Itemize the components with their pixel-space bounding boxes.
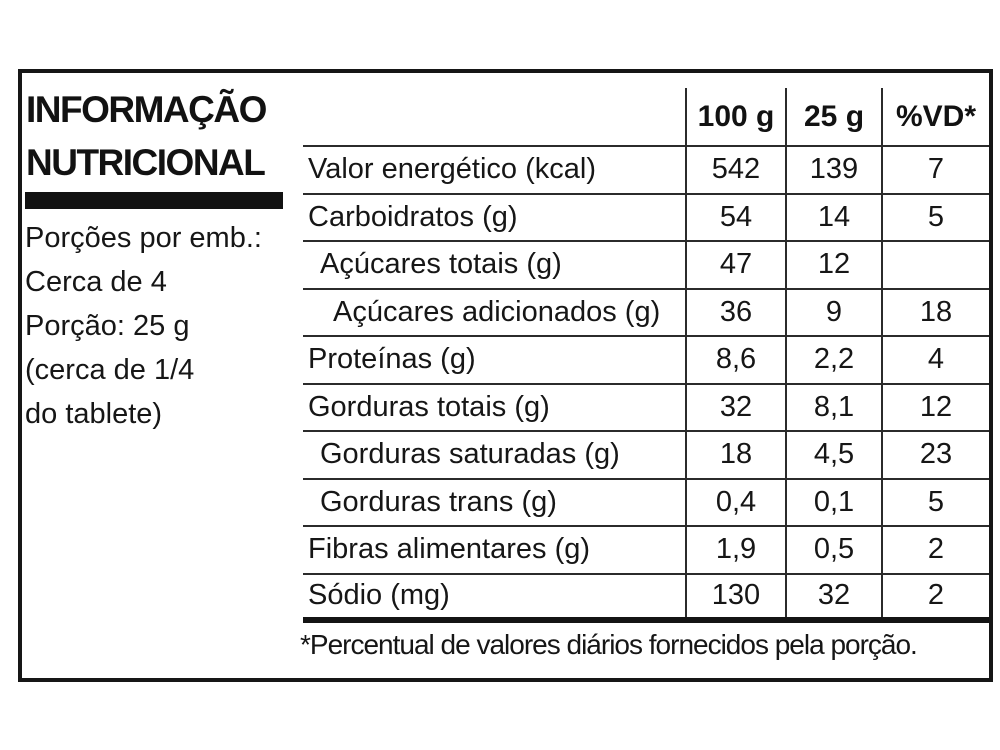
column-header-vd: %VD* — [881, 88, 989, 145]
value-100g: 1,9 — [685, 527, 785, 573]
table-row — [303, 335, 989, 383]
title-underline-bar — [25, 192, 283, 209]
serving-info — [25, 216, 262, 436]
table-row — [303, 383, 989, 431]
value-25g: 2,2 — [785, 337, 881, 383]
value-100g: 542 — [685, 147, 785, 193]
value-25g: 14 — [785, 195, 881, 241]
value-100g: 0,4 — [685, 480, 785, 526]
value-vd: 2 — [881, 575, 989, 617]
serving-info-line: Porção: 25 g — [25, 310, 190, 342]
nutrient-label: Proteínas (g) — [308, 343, 476, 376]
value-100g: 54 — [685, 195, 785, 241]
table-row — [303, 573, 989, 623]
value-vd: 4 — [881, 337, 989, 383]
nutrient-label: Carboidratos (g) — [308, 200, 518, 233]
value-25g: 4,5 — [785, 432, 881, 478]
value-25g: 9 — [785, 290, 881, 336]
label-title-line1: INFORMAÇÃO — [26, 89, 266, 130]
table-row — [303, 193, 989, 241]
value-100g: 32 — [685, 385, 785, 431]
value-vd — [881, 242, 989, 288]
nutrient-label: Açúcares adicionados (g) — [333, 295, 661, 328]
value-25g: 32 — [785, 575, 881, 617]
header-spacer-cell — [303, 88, 685, 145]
nutrient-label: Fibras alimentares (g) — [308, 533, 591, 566]
table-header-row — [303, 88, 989, 145]
nutrient-label: Sódio (mg) — [308, 579, 450, 611]
label-title-line2: NUTRICIONAL — [26, 142, 265, 183]
nutrient-label: Gorduras trans (g) — [320, 485, 557, 518]
nutrition-table — [303, 88, 989, 623]
label-title — [26, 83, 266, 189]
value-25g: 0,1 — [785, 480, 881, 526]
value-vd: 2 — [881, 527, 989, 573]
value-100g: 47 — [685, 242, 785, 288]
value-vd: 5 — [881, 195, 989, 241]
value-25g: 0,5 — [785, 527, 881, 573]
table-row — [303, 478, 989, 526]
serving-info-line: Cerca de 4 — [25, 266, 167, 298]
value-vd: 5 — [881, 480, 989, 526]
serving-info-line: Porções por emb.: — [25, 222, 262, 254]
value-100g: 130 — [685, 575, 785, 617]
value-100g: 36 — [685, 290, 785, 336]
serving-info-line: do tablete) — [25, 398, 163, 430]
value-vd: 7 — [881, 147, 989, 193]
table-row — [303, 240, 989, 288]
column-header-100g: 100 g — [685, 88, 785, 145]
footnote: *Percentual de valores diários fornecidos pela porção. — [300, 629, 917, 660]
serving-info-line: (cerca de 1/4 — [25, 354, 195, 386]
value-100g: 18 — [685, 432, 785, 478]
value-vd: 12 — [881, 385, 989, 431]
table-row — [303, 145, 989, 193]
value-25g: 12 — [785, 242, 881, 288]
nutrient-label: Valor energético (kcal) — [308, 153, 596, 186]
value-vd: 23 — [881, 432, 989, 478]
value-25g: 8,1 — [785, 385, 881, 431]
value-100g: 8,6 — [685, 337, 785, 383]
nutrient-label: Gorduras totais (g) — [308, 390, 550, 423]
table-row — [303, 525, 989, 573]
nutrient-label: Gorduras saturadas (g) — [320, 438, 620, 471]
table-row — [303, 430, 989, 478]
column-header-25g: 25 g — [785, 88, 881, 145]
value-vd: 18 — [881, 290, 989, 336]
nutrient-label: Açúcares totais (g) — [320, 248, 562, 281]
table-row — [303, 288, 989, 336]
value-25g: 139 — [785, 147, 881, 193]
